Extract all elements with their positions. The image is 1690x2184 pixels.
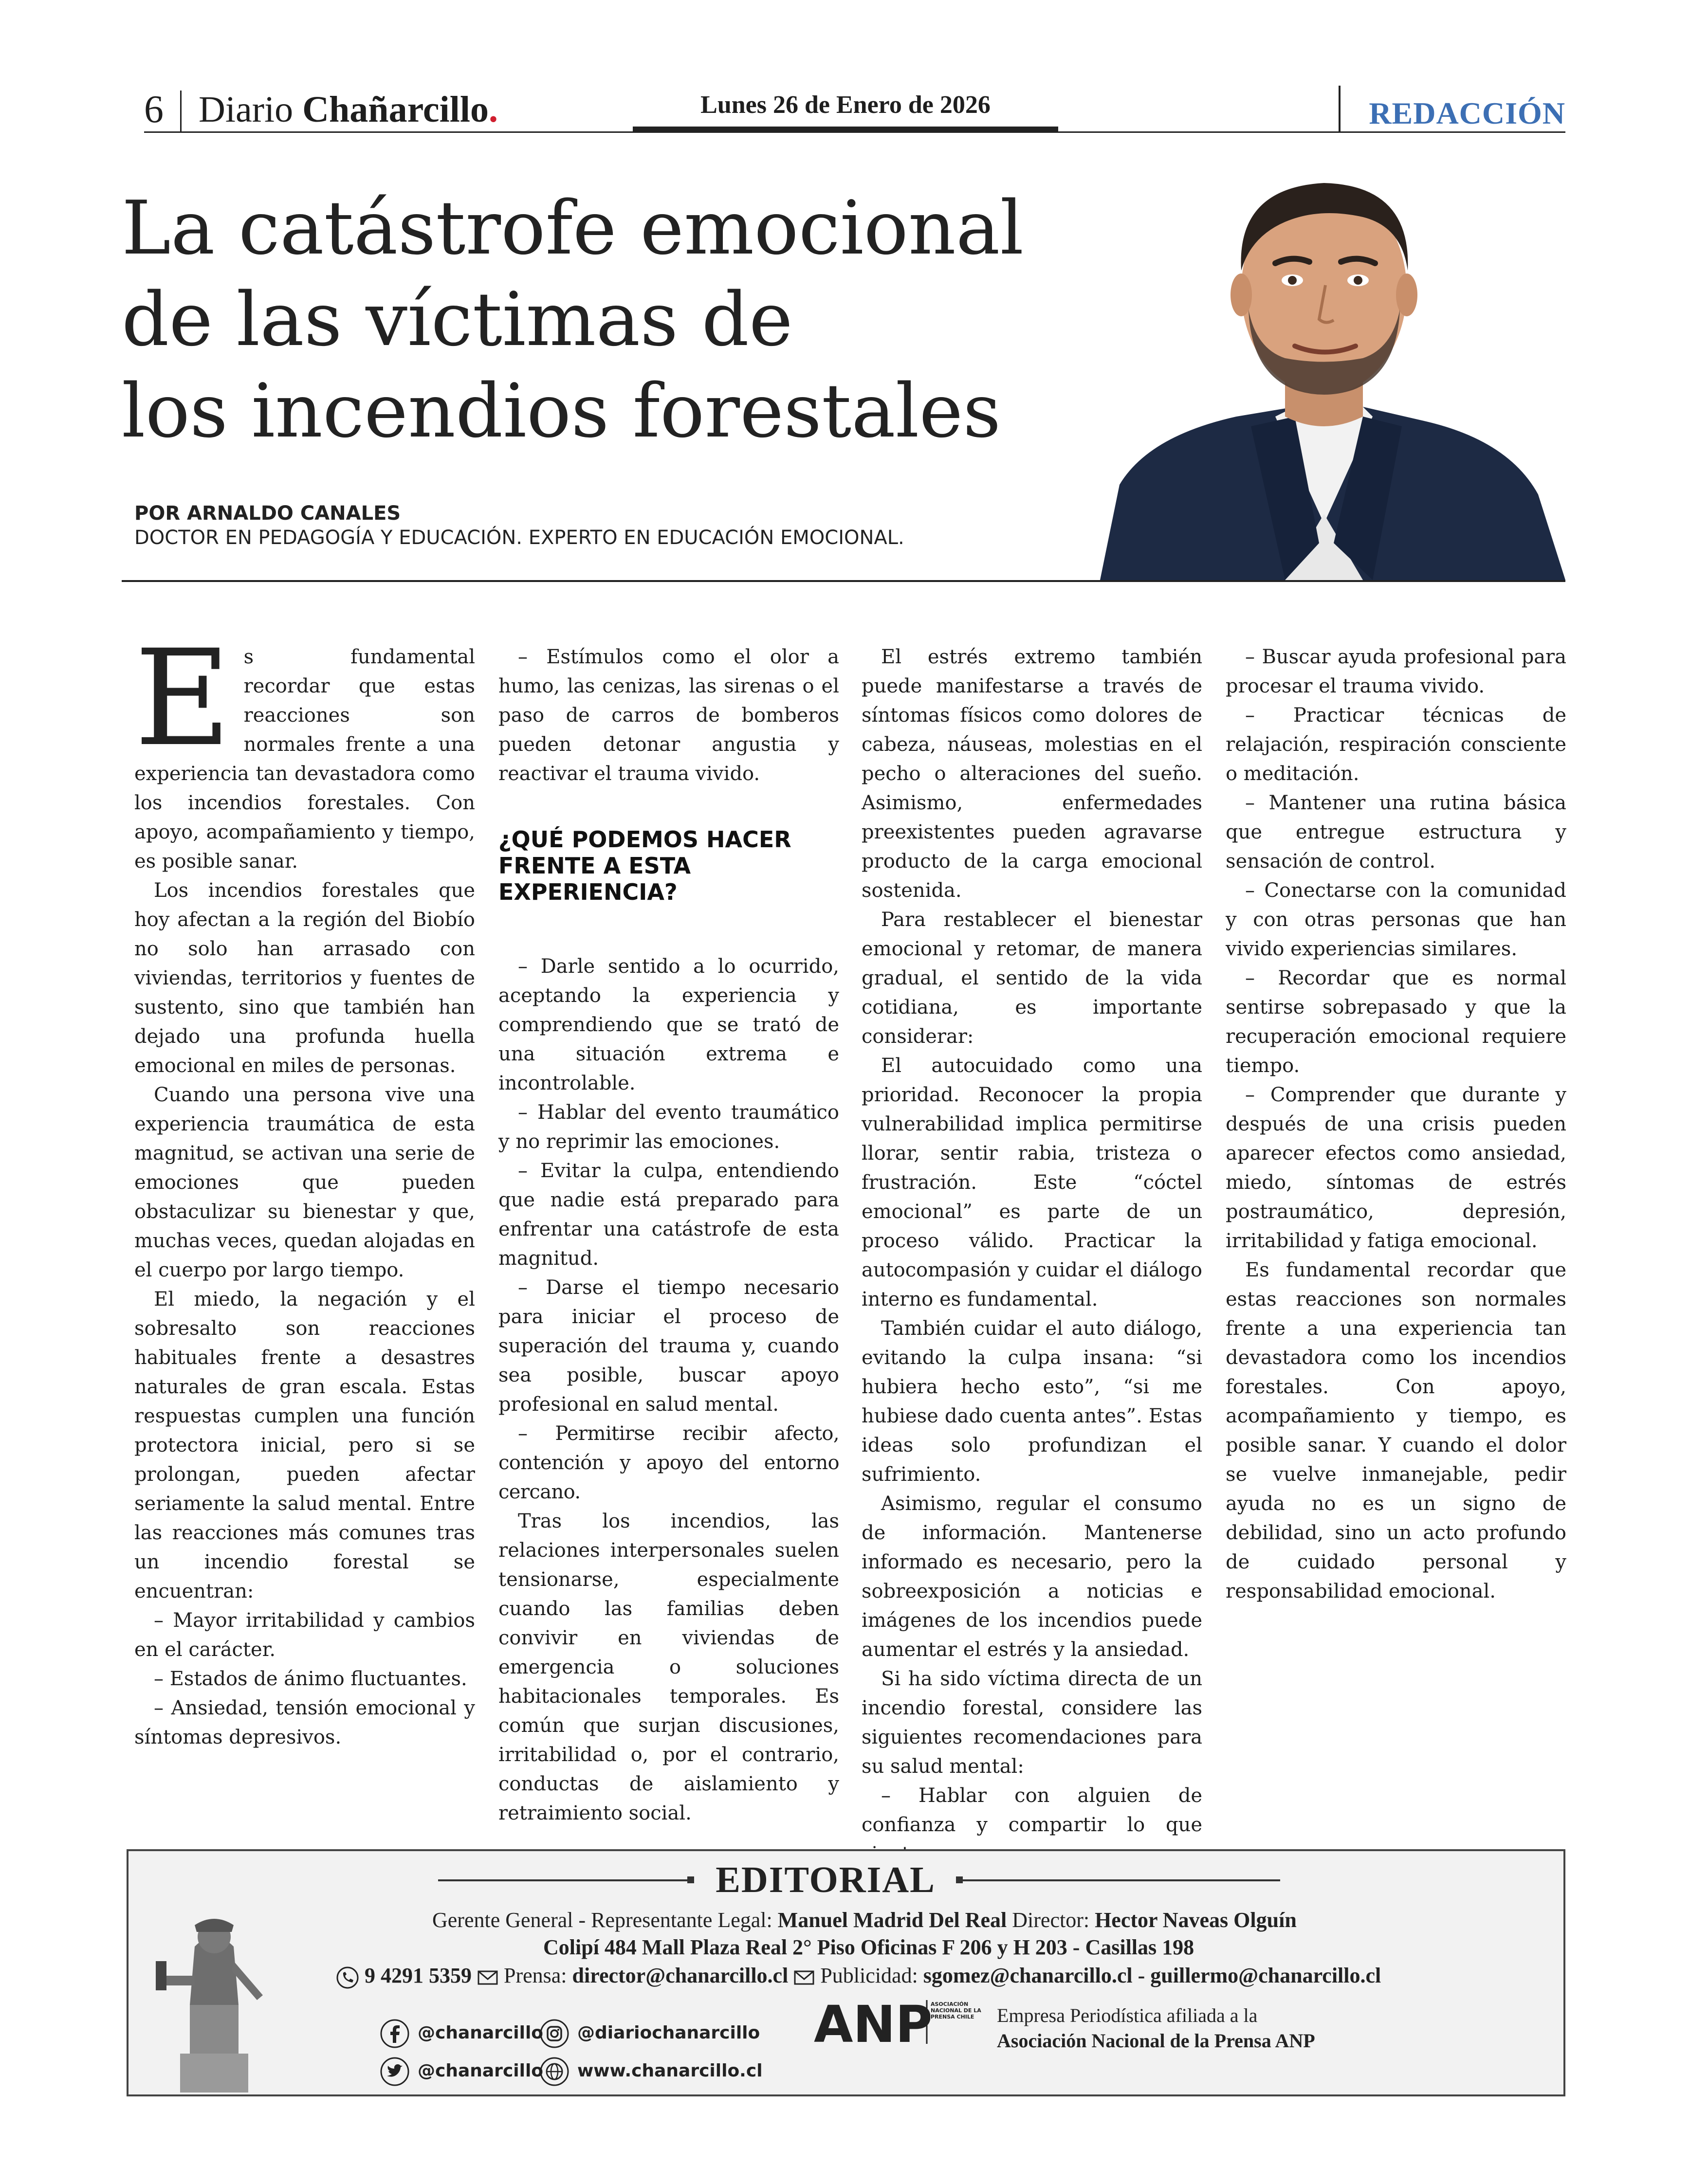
article-paragraph: Asimismo, regular el consumo de información. Mantenerse informado es necesario, pero la sobreexposición a noticias e imágenes de los incendios puede aumentar el estrés y la ansiedad. bbox=[862, 1492, 1202, 1661]
mail-icon bbox=[477, 1969, 498, 1986]
article-column-3 bbox=[862, 642, 1202, 1869]
article-paragraph: Es fundamental recordar que estas reacciones son normales frente a una experiencia tan devastadora como los incendios forestales. Con apoyo, acompañamiento y tiempo, es posible sanar. Y cuando el dolor se vuelve inmanejable, pedir ayuda no es un signo de debilidad, sino un acto profundo de cuidado personal y responsabilidad emocional. bbox=[1226, 1259, 1566, 1602]
editorial-contacts bbox=[336, 1963, 1381, 1989]
twitter-link[interactable] bbox=[380, 2057, 543, 2087]
article-list-item: – Ansiedad, tensión emocional y síntomas depresivos. bbox=[134, 1697, 475, 1748]
editorial-address bbox=[543, 1935, 1194, 1960]
twitter-icon bbox=[380, 2057, 410, 2087]
anp-line-2 bbox=[997, 2028, 1315, 2054]
instagram-icon bbox=[539, 2019, 569, 2049]
editorial-rule-left bbox=[438, 1879, 691, 1881]
article-list-item: – Estímulos como el olor a humo, las cenizas, las sirenas o el paso de carros de bomberos pueden detonar angustia y reactivar el trauma vivido. bbox=[498, 646, 839, 785]
article-list-item: – Permitirse recibir afecto, contención y apoyo del entorno cercano. bbox=[498, 1422, 839, 1503]
newspaper-name-bold: Chañarcillo bbox=[302, 89, 489, 130]
article-list-item: – Evitar la culpa, entendiendo que nadie está preparado para enfrentar una catástrofe de esta magnitud. bbox=[498, 1160, 839, 1270]
facebook-link[interactable] bbox=[380, 2019, 543, 2049]
article-paragraph: Si ha sido víctima directa de un incendio forestal, considere las siguientes recomendaciones para su salud mental: bbox=[862, 1668, 1202, 1778]
website-link[interactable] bbox=[539, 2057, 763, 2087]
section-divider bbox=[1339, 86, 1341, 131]
article-paragraph: El autocuidado como una prioridad. Reconocer la propia vulnerabilidad implica permitirse llorar, sentir rabia, tristeza o frustración. Este “cóctel emocional” es parte de un proceso válido. Practicar la autocompasión y cuidar el diálogo interno es fundamental. bbox=[862, 1055, 1202, 1310]
instagram-handle: @diariochanarcillo bbox=[577, 2023, 760, 2043]
anp-line-2-text: Asociación Nacional de la Prensa ANP bbox=[997, 2030, 1315, 2052]
article-column-1 bbox=[134, 622, 475, 1752]
article-list-item: – Hablar del evento traumático y no reprimir las emociones. bbox=[498, 1101, 839, 1153]
facebook-icon bbox=[380, 2019, 410, 2049]
article-list-item: – Mantener una rutina básica que entregue estructura y sensación de control. bbox=[1226, 792, 1566, 873]
anp-logo-caption: ASOCIACIÓN NACIONAL DE LA PRENSA CHILE bbox=[931, 2001, 981, 2020]
article-list-item: – Buscar ayuda profesional para procesar el trauma vivido. bbox=[1226, 646, 1566, 697]
issue-date: Lunes 26 de Enero de 2026 bbox=[700, 91, 991, 119]
phone-number: 9 4291 5359 bbox=[365, 1964, 472, 1987]
newspaper-name-dot: . bbox=[489, 89, 498, 130]
drop-cap: E bbox=[134, 622, 231, 776]
header-date-underline bbox=[633, 127, 1058, 132]
anp-line-1: Empresa Periodística afiliada a la bbox=[997, 2004, 1258, 2026]
anp-affiliation bbox=[997, 2003, 1315, 2054]
facebook-handle: @chanarcillo bbox=[418, 2023, 544, 2043]
article-title-line: La catástrofe emocional bbox=[122, 185, 1024, 271]
article-title-line: los incendios forestales bbox=[122, 368, 1001, 454]
header-divider bbox=[180, 91, 182, 131]
article-column-4 bbox=[1226, 642, 1566, 1606]
article-paragraph-text: s fundamental recordar que estas reacciones son normales frente a una experiencia tan devastadora como los incendios forestales. Con apoyo, acompañamiento y tiempo, es posible sanar. bbox=[134, 646, 475, 873]
director-label: Director: bbox=[1012, 1908, 1090, 1932]
anp-logo-text: ANP bbox=[814, 1995, 933, 2052]
article-list-item: – Estados de ánimo fluctuantes. bbox=[154, 1668, 467, 1690]
author-credentials: DOCTOR EN PEDAGOGÍA Y EDUCACIÓN. EXPERTO EN EDUCACIÓN EMOCIONAL. bbox=[134, 527, 904, 549]
statue-icon bbox=[136, 1908, 292, 2093]
phone-icon bbox=[336, 1966, 359, 1989]
manager-name: Manuel Madrid Del Real bbox=[777, 1908, 1007, 1932]
editorial-rule-right bbox=[959, 1879, 1280, 1881]
mail-icon bbox=[793, 1969, 815, 1986]
author-photo bbox=[1090, 144, 1565, 580]
article-paragraph: También cuidar el auto diálogo, evitando la culpa insana: “si hubiera hecho esto”, “si me hubiese dado cuenta antes”. Estas ideas solo profundizan el sufrimiento. bbox=[862, 1317, 1202, 1486]
article-title bbox=[122, 182, 1095, 457]
article-subheading: ¿QUÉ PODEMOS HACER FRENTE A ESTA EXPERIENCIA? bbox=[498, 826, 791, 905]
address-text: Colipí 484 Mall Plaza Real 2° Piso Oficinas F 206 y H 203 - Casillas 198 bbox=[543, 1935, 1194, 1959]
article-column-2 bbox=[498, 642, 839, 1828]
press-email[interactable]: director@chanarcillo.cl bbox=[572, 1964, 789, 1987]
article-list-item: – Comprender que durante y después de una crisis pueden aparecer efectos como ansiedad, miedo, síntomas de estrés postraumático, depresión, irritabilidad y fatiga emocional. bbox=[1226, 1084, 1566, 1252]
article-list-item: – Practicar técnicas de relajación, respiración consciente o meditación. bbox=[1226, 704, 1566, 785]
globe-icon bbox=[539, 2057, 569, 2087]
page-number: 6 bbox=[144, 88, 164, 131]
article-list-item: – Darle sentido a lo ocurrido, aceptando la experiencia y comprendiendo que se trató de una situación extrema e incontrolable. bbox=[498, 955, 839, 1094]
article-list-item: – Mayor irritabilidad y cambios en el carácter. bbox=[134, 1609, 475, 1661]
author-portrait-illustration bbox=[1090, 144, 1565, 580]
editorial-rule-dot bbox=[687, 1876, 694, 1883]
statue-illustration bbox=[136, 1908, 292, 2093]
article-paragraph: El miedo, la negación y el sobresalto son reacciones habituales frente a desastres naturales de gran escala. Estas respuestas cumplen una función protectora inicial, pero si se prolongan, pueden afectar seriamente la salud mental. Entre las reacciones más comunes tras un incendio forestal se encuentran: bbox=[134, 1288, 475, 1602]
article-list-item: – Conectarse con la comunidad y con otras personas que han vivido experiencias similares. bbox=[1226, 879, 1566, 960]
article-list-item: – Darse el tiempo necesario para iniciar el proceso de superación del trauma y, cuando sea posible, buscar apoyo profesional en salud mental. bbox=[498, 1276, 839, 1416]
twitter-handle: @chanarcillo bbox=[418, 2061, 544, 2081]
article-paragraph bbox=[134, 622, 475, 876]
ads-emails[interactable]: sgomez@chanarcillo.cl - guillermo@chanarcillo.cl bbox=[923, 1964, 1381, 1987]
ads-label: Publicidad: bbox=[820, 1964, 918, 1987]
article-paragraph: Tras los incendios, las relaciones interpersonales suelen tensionarse, especialmente cuando las familias deben convivir en viviendas de emergencia o soluciones habitacionales temporales. Es común que surjan discusiones, irritabilidad o, por el contrario, conductas de aislamiento y retraimiento social. bbox=[498, 1510, 839, 1824]
author-byline: POR ARNALDO CANALES bbox=[134, 502, 401, 525]
article-paragraph: Para restablecer el bienestar emocional y retomar, de manera gradual, el sentido de la vida cotidiana, es importante considerar: bbox=[862, 909, 1202, 1048]
section-label: REDACCIÓN bbox=[1369, 96, 1565, 130]
article-paragraph: El estrés extremo también puede manifestarse a través de síntomas físicos como dolores de cabeza, náuseas, molestias en el pecho o alteraciones del sueño. Asimismo, enfermedades preexistentes pueden agravarse producto de la carga emocional sostenida. bbox=[862, 646, 1202, 902]
article-title-line: de las víctimas de bbox=[122, 276, 793, 363]
instagram-link[interactable] bbox=[539, 2019, 760, 2049]
editorial-title: EDITORIAL bbox=[716, 1859, 936, 1900]
newspaper-name bbox=[199, 88, 498, 131]
title-rule bbox=[122, 580, 1565, 582]
newspaper-name-prefix: Diario bbox=[199, 89, 303, 130]
article-list-item: – Hablar con alguien de confianza y compartir lo que bbox=[862, 1784, 1202, 1836]
editorial-management-line bbox=[432, 1908, 1297, 1932]
press-label: Prensa: bbox=[504, 1964, 567, 1987]
article-paragraph: Los incendios forestales que hoy afectan a la región del Biobío no solo han arrasado con viviendas, territorios y fuentes de sustento, sino que también han dejado una profunda huella emocional en miles de personas. bbox=[134, 879, 475, 1077]
website-url: www.chanarcillo.cl bbox=[577, 2061, 763, 2081]
article-paragraph: Cuando una persona vive una experiencia traumática de esta magnitud, se activan una serie de emociones que pueden obstaculizar su bienestar y que, muchas veces, quedan alojadas en el cuerpo por largo tiempo. bbox=[134, 1084, 475, 1281]
director-name: Hector Naveas Olguín bbox=[1095, 1908, 1297, 1932]
manager-label: Gerente General - Representante Legal: bbox=[432, 1908, 772, 1932]
article-list-item: – Recordar que es normal sentirse sobrepasado y que la recuperación emocional requiere tiempo. bbox=[1226, 967, 1566, 1077]
